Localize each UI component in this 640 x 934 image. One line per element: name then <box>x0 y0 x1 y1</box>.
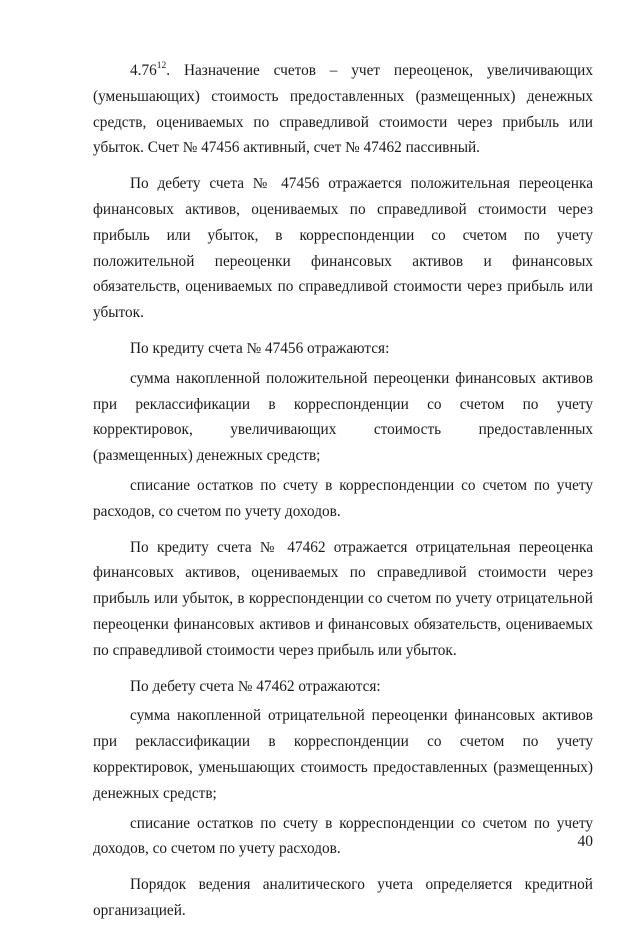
paragraph-purpose-text: Назначение счетов – учет переоценок, увеличивающих (уменьшающих) стоимость предоставленных (размещенных) денежных средств, оцениваемых по справедливой стоимости через прибыль или убыток. Счет № 47456 активный, счет № 47462 пассивный. <box>93 62 593 157</box>
section-number: 4.76 <box>130 62 157 79</box>
paragraph-credit-47456-item-2: списание остатков по счету в корреспонденции со счетом по учету расходов, со счетом по учету доходов. <box>93 476 593 520</box>
page-number: 40 <box>577 833 593 850</box>
paragraph-debit-47456: По дебету счета № 47456 отражается положительная переоценка финансовых активов, оцениваемых по справедливой стоимости через прибыль или убыток, в корреспонденции со счетом по учету положительной переоценки финансовых активов и финансовых обязательств, оцениваемых по справедливой стоимости через прибыль или убыток. <box>93 175 593 322</box>
paragraph-analytics: Порядок ведения аналитического учета определяется кредитной организацией. <box>93 876 593 919</box>
paragraph-purpose: 4.76$^{12}$. Назначение счетов – учет переоценок, увеличивающих (уменьшающих) стоимость предоставленных (размещенных) денежных средств, оцениваемых по справедливой стоимости через прибыль или убыток. Счет № 47456 активный, счет № 47462 пассивный. <box>93 61 593 157</box>
section-footnote-marker: 12 <box>156 61 167 71</box>
paragraph-debit-47462-intro: По дебету счета № 47462 отражаются: <box>130 677 381 695</box>
paragraph-credit-47456-item-1: сумма накопленной положительной переоценки финансовых активов при реклассификации в корреспонденции со счетом по учету корректировок, увеличивающих стоимость предоставленных (размещенных) денежных средств; <box>93 369 593 465</box>
paragraph-debit-47462-item-2: списание остатков по счету в корреспонденции со счетом по учету доходов, со счетом по учету расходов. <box>93 814 593 858</box>
document-body <box>93 58 593 934</box>
paragraph-credit-47456-intro: По кредиту счета № 47456 отражаются: <box>130 339 390 357</box>
paragraph-credit-47462: По кредиту счета № 47462 отражается отрицательная переоценка финансовых активов, оцениваемых по справедливой стоимости через прибыль или убыток, в корреспонденции со счетом по учету отрицательной переоценки финансовых активов и финансовых обязательств, оцениваемых по справедливой стоимости через прибыль или убыток. <box>93 538 593 659</box>
paragraph-debit-47462-item-1: сумма накопленной отрицательной переоценки финансовых активов при реклассификации в корреспонденции со счетом по учету корректировок, уменьшающих стоимость предоставленных (размещенных) денежных средств; <box>93 707 593 802</box>
